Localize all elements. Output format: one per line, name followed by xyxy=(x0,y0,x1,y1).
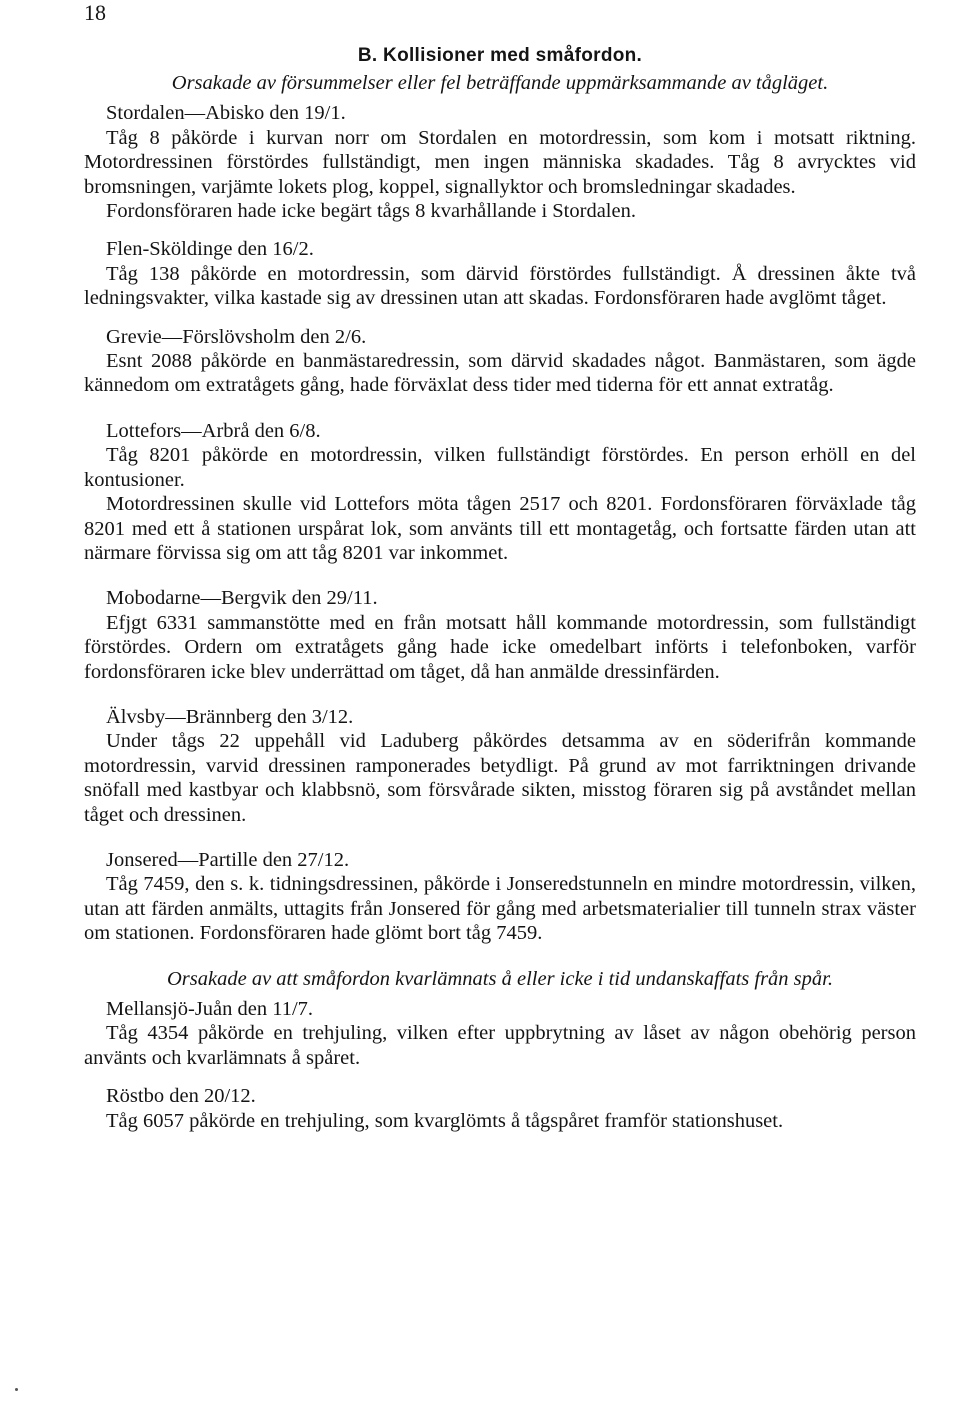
entry-mobodarne-bergvik xyxy=(84,586,916,684)
entry-place: Mellansjö-Juån den 11/7. xyxy=(106,998,314,1020)
entry-place: Röstbo den 20/12. xyxy=(106,1085,256,1108)
entry-place: Jonsered—Partille den 27/12. xyxy=(106,848,350,871)
section-heading: B. Kollisioner med småfordon. xyxy=(357,45,643,66)
entry-paragraph: Tåg 8201 påkörde en motordressin, vilken fullständigt förstördes. En person erhöll en del kontusioner. xyxy=(84,444,916,491)
entry-place: Flen-Sköldinge den 16/2. xyxy=(106,238,314,261)
entry-paragraph: Motordressinen skulle vid Lottefors möta tågen 2517 och 8201. Fordonsföraren förväxlade tåg 8201 med ett å stationen urspårat lok, som använts till ett montagetåg, och fortsatte färden utan att närmare förvissa sig om att tåg 8201 var inkommet. xyxy=(84,493,916,564)
page-number: 18 xyxy=(84,0,106,25)
entry-mellansjo-juan xyxy=(84,997,916,1070)
subsection-heading-1: Orsakade av försummelser eller fel beträffande uppmärksammande av tågläget. xyxy=(171,72,829,94)
entry-lottefors-arbra xyxy=(84,419,916,565)
entry-place: Grevie—Förslövsholm den 2/6. xyxy=(106,325,367,348)
entry-place: Stordalen—Abisko den 19/1. xyxy=(106,102,346,125)
entry-paragraph: Tåg 6057 påkörde en trehjuling, som kvarglömts å tågspåret framför stationshuset. xyxy=(106,1109,784,1132)
entry-paragraph: Tåg 8 påkörde i kurvan norr om Stordalen en motordressin, som kom i motsatt riktning. Motordressinen förstördes fullständigt, men ingen människa skadades. Tåg 8 avrycktes vid bromsningen, varjämte lokets plog, koppel, signallyktor och bromsledningar skadades. xyxy=(84,126,916,198)
scan-speck xyxy=(15,1388,18,1391)
entry-place: Lottefors—Arbrå den 6/8. xyxy=(106,419,321,442)
entry-place: Älvsby—Brännberg den 3/12. xyxy=(106,705,354,728)
entry-paragraph: Efjgt 6331 sammanstötte med en från motsatt håll kommande motordressin, som fullständigt förstördes. Ordern om extratågets gång hade icke omedelbart införts i telefonboken, varför fordonsföraren icke blev underrättad om tåget, då han anmälde dressinfärden. xyxy=(84,611,916,683)
entry-flen-skoldinge xyxy=(84,237,916,310)
entry-stordalen-abisko xyxy=(84,101,916,223)
entry-paragraph: Fordonsföraren hade icke begärt tågs 8 kvarhållande i Stordalen. xyxy=(106,200,636,223)
document-body xyxy=(84,71,916,1154)
subsection-heading-2: Orsakade av att småfordon kvarlämnats å eller icke i tid undanskaffats från spår. xyxy=(166,967,833,990)
entry-rostbo xyxy=(84,1084,916,1133)
entry-paragraph: Under tågs 22 uppehåll vid Laduberg påkördes detsamma av en söderifrån kommande motordressin, varvid dressinen ramponerades betydligt. På grund av mot farriktningen drivande snöfall med kastbyar och klabbsnö, som försvårade sikten, misstog föraren sig på avståndet mellan tåget och dressinen. xyxy=(84,730,916,826)
entry-paragraph: Tåg 138 påkörde en motordressin, som därvid förstördes fullständigt. Å dressinen åkte två ledningsvakter, vilka kastade sig av dressinen utan att skadas. Fordonsföraren hade avglömt tåget. xyxy=(84,262,916,310)
entry-paragraph: Tåg 7459, den s. k. tidningsdressinen, påkörde i Jonseredstunneln en mindre motordressin, vilken, utan att färden anmälts, uttagits från Jonsered för gång med arbetsmaterialier till tunneln strax väster om stationen. Fordonsföraren hade glömt bort tåg 7459. xyxy=(84,873,916,945)
entry-paragraph: Esnt 2088 påkörde en banmästaredressin, som därvid skadades något. Banmästaren, som ägde kännedom om extratågets gång, hade förväxlat dess tider med tiderna för ett annat extratåg. xyxy=(84,350,916,397)
entry-jonsered-partille xyxy=(84,848,916,946)
entry-paragraph: Tåg 4354 påkörde en trehjuling, vilken efter uppbrytning av låset av någon obehörig person använts och kvarlämnats å spåret. xyxy=(84,1022,916,1069)
entry-grevie-forslovsholm xyxy=(84,325,916,398)
entry-alvsby-brannberg xyxy=(84,705,916,827)
entry-place: Mobodarne—Bergvik den 29/11. xyxy=(106,587,378,610)
